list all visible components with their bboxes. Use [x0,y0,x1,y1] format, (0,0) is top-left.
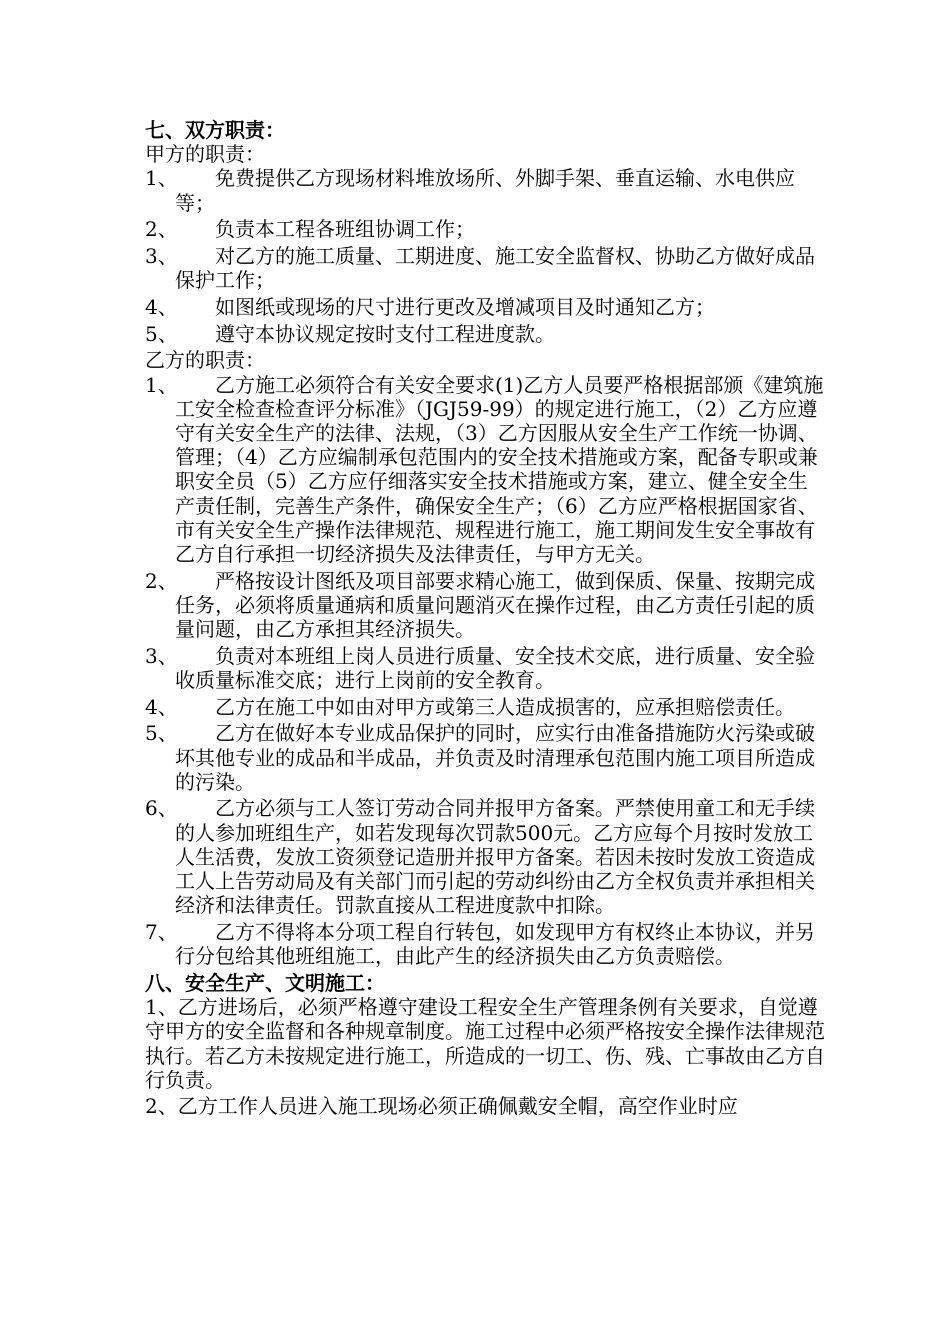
list-item [145,217,825,241]
section-8-paragraph: 1、乙方进场后，必须严格遵守建设工程安全生产管理条例有关要求，自觉遵守甲方的安全监督和各种规章制度。施工过程中必须严格按安全操作法律规范执行。若乙方未按规定进行施工，所造成的一切工、伤、残、亡事故由乙方自行负责。 [145,995,825,1092]
item-text: 严格按设计图纸及项目部要求精心施工，做到保质、保量、按期完成任务，必须将质量通病和质量问题消灭在操作过程，由乙方责任引起的质量问题，由乙方承担其经济损失。 [175,568,815,642]
item-text: 遵守本协议规定按时支付工程进度款。 [215,321,555,346]
item-number: 4、 [145,294,178,319]
list-item [145,796,825,917]
list-item [145,322,825,346]
item-number: 6、 [145,796,178,821]
item-text: 乙方在做好本专业成品保护的同时，应实行由准备措施防火污染或破坏其他专业的成品和半成品，并负责及时清理承包范围内施工项目所造成的污染。 [175,721,815,794]
item-number: 2、 [145,568,178,593]
item-text: 乙方在施工中如由对甲方或第三人造成损害的，应承担赔偿责任。 [215,694,795,719]
item-number: 2、 [145,217,178,242]
item-text: 乙方不得将本分项工程自行转包，如发现甲方有权终止本协议，并另行分包给其他班组施工，由此产生的经济损失由乙方负责赔偿。 [175,920,815,969]
section-7-heading: 七、双方职责： [145,118,285,142]
item-text: 对乙方的施工质量、工期进度、施工安全监督权、协助乙方做好成品保护工作； [175,244,815,293]
party-b-label: 乙方的职责： [145,348,265,373]
list-item [145,695,825,719]
list-item [145,166,825,214]
item-text: 如图纸或现场的尺寸进行更改及增减项目及时通知乙方； [215,294,715,319]
list-item [145,373,825,567]
list-item [145,569,825,642]
list-item [145,721,825,794]
list-item [145,244,825,292]
item-number: 1、 [145,372,178,397]
section-8-paragraph: 2、乙方工作人员进入施工现场必须正确佩戴安全帽，高空作业时应 [145,1093,738,1118]
item-text: 免费提供乙方现场材料堆放场所、外脚手架、垂直运输、水电供应等； [175,166,795,215]
item-text: 负责本工程各班组协调工作； [215,217,475,242]
item-text: 乙方施工必须符合有关安全要求(1)乙方人员要严格根据部颁《建筑施工安全检查检查评分标准》（JGJ59-99）的规定进行施工，（2）乙方应遵守有关安全生产的法律、法规，（3）乙方因服从安全生产工作统一协调、管理；（4）乙方应编制承包范围内的安全技术措施或方案，配备专职或兼职安全员（5）乙方应仔细落实安全技术措施或方案，建立、健全安全生产责任制，完善生产条件，确保安全生产；（6）乙方应严格根据国家省、市有关安全生产操作法律规范、规程进行施工，施工期间发生安全事故有乙方自行承担一切经济损失及法律责任，与甲方无关。 [175,372,824,566]
list-item [145,295,825,319]
list-item [145,644,825,692]
document-page [145,118,825,1120]
item-number: 4、 [145,694,178,719]
list-item [145,920,825,968]
item-text: 乙方必须与工人签订劳动合同并报甲方备案。严禁使用童工和无手续的人参加班组生产，如若发现每次罚款500元。乙方应每个月按时发放工人生活费，发放工资须登记造册并报甲方备案。若因未按时发放工资造成工人上告劳动局及有关部门而引起的劳动纠纷由乙方全权负责并承担相关经济和法律责任。罚款直接从工程进度款中扣除。 [175,796,815,918]
item-number: 5、 [145,721,178,746]
item-number: 5、 [145,321,178,346]
section-8-heading: 八、安全生产、文明施工： [145,970,385,995]
party-a-label: 甲方的职责： [145,142,265,167]
item-number: 1、 [145,166,178,191]
item-text: 负责对本班组上岗人员进行质量、安全技术交底，进行质量、安全验收质量标准交底；进行上岗前的安全教育。 [175,643,815,692]
item-number: 3、 [145,643,178,668]
item-number: 3、 [145,244,178,269]
item-number: 7、 [145,920,178,944]
